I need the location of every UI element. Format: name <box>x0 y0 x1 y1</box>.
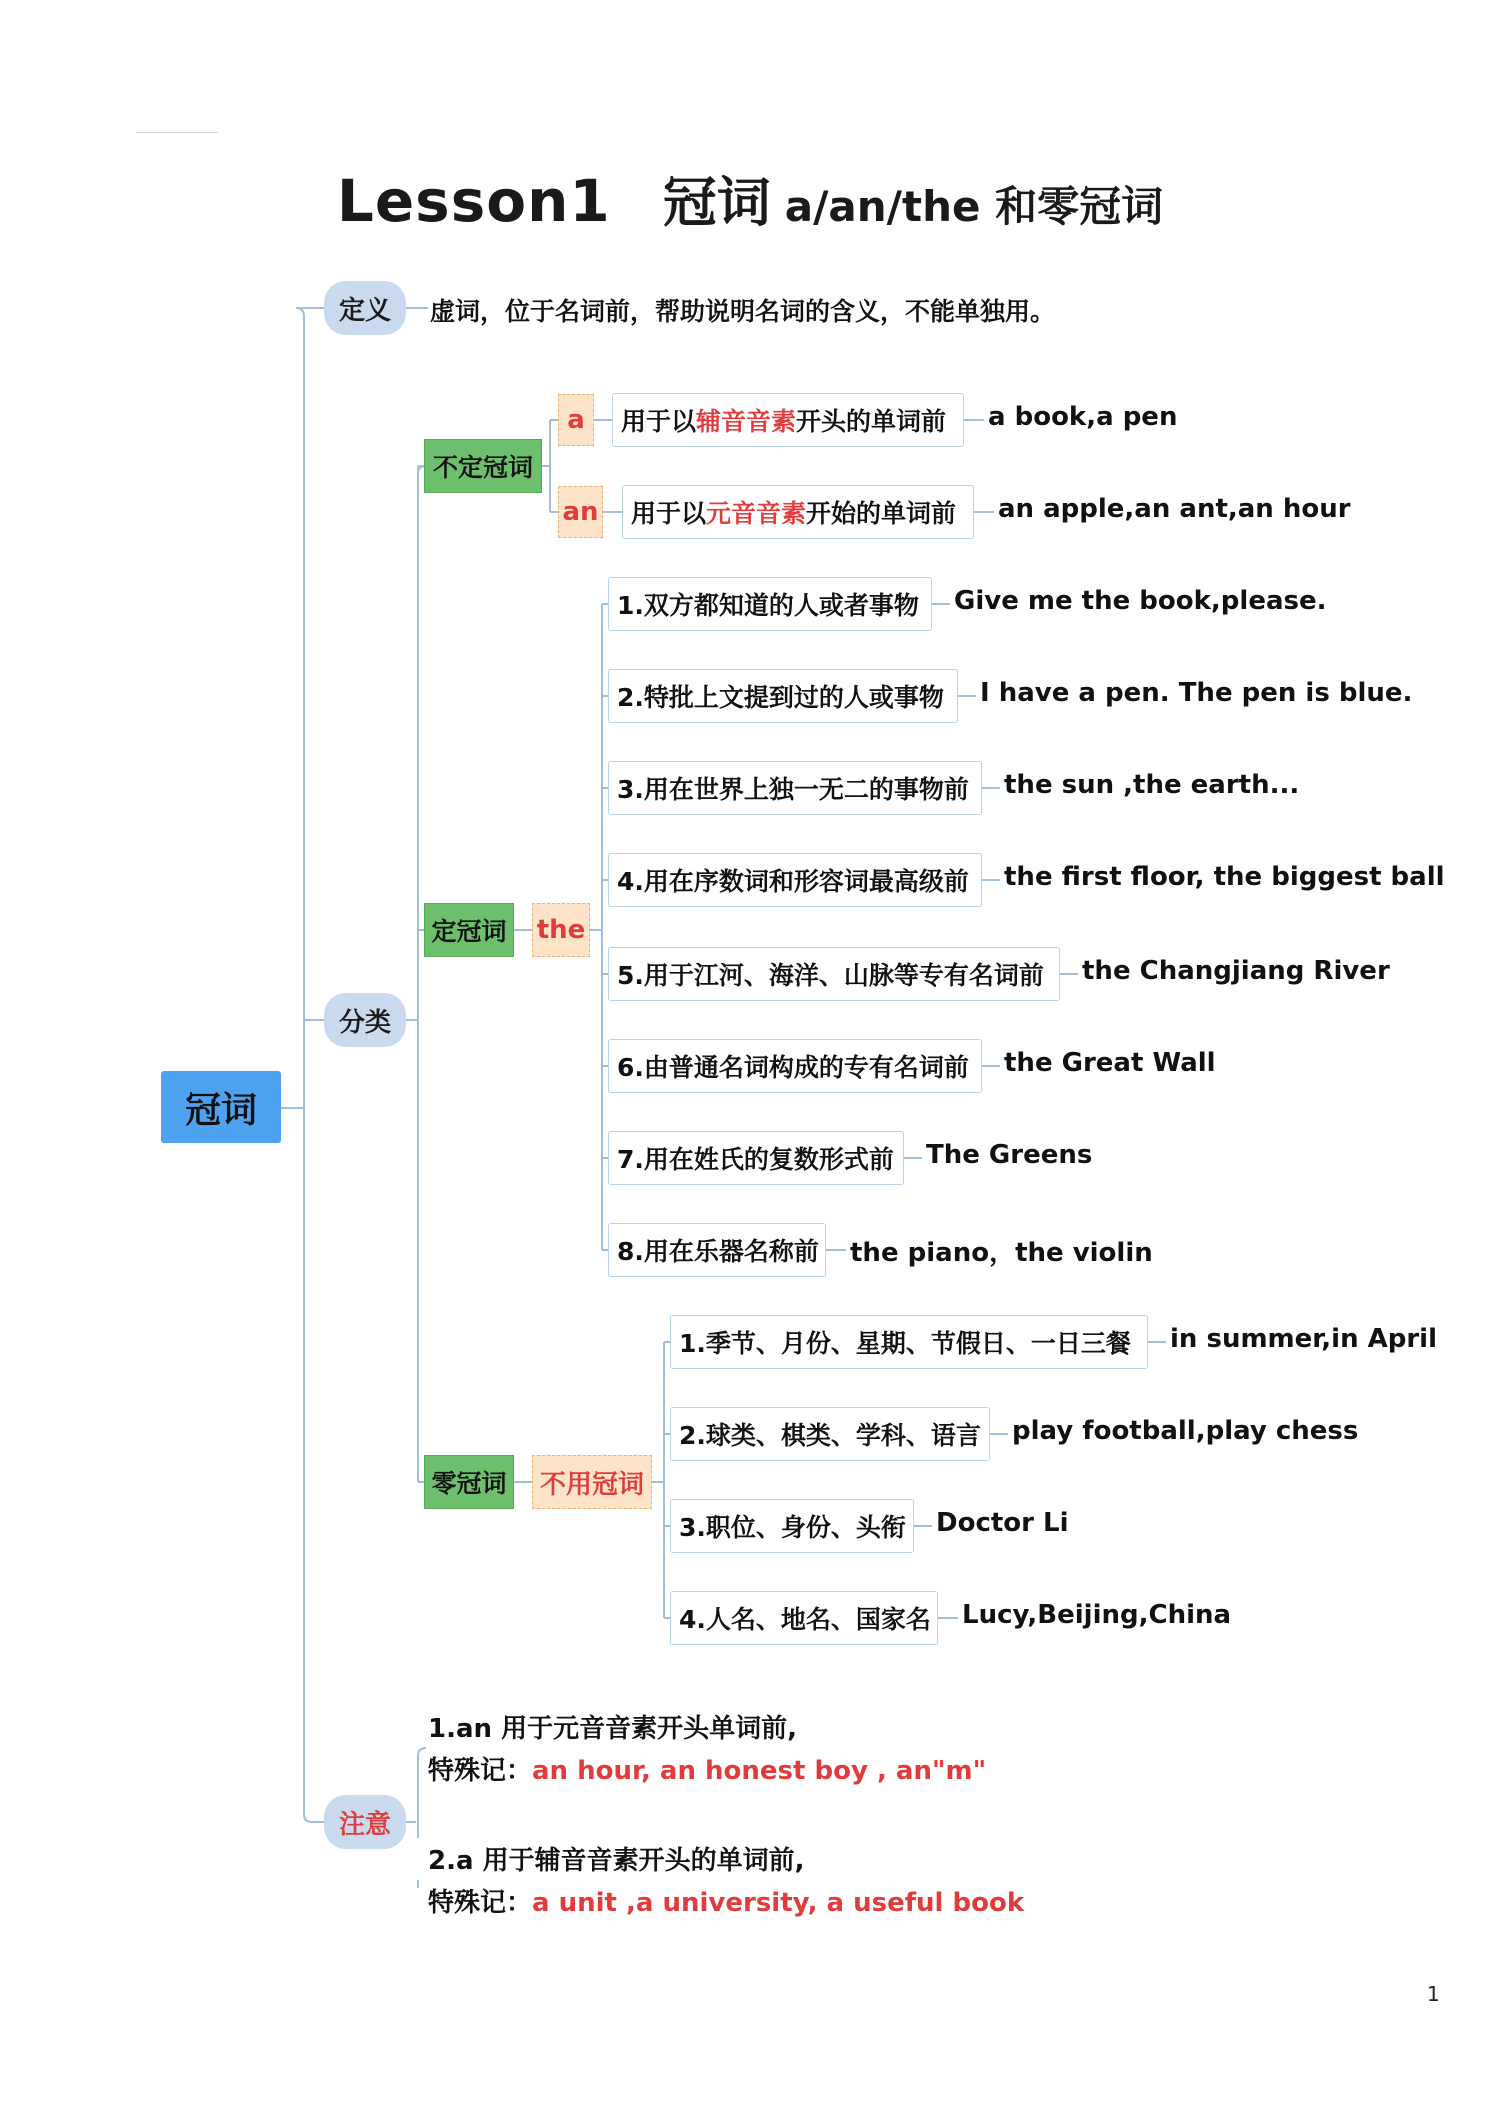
rule-an-post: 开始的单词前 <box>806 499 957 528</box>
zero-example-4: Lucy,Beijing,China <box>962 1600 1232 1630</box>
note-1-prefix: 特殊记： <box>428 1756 533 1786</box>
rule-a-highlight: 辅音音素 <box>696 407 797 436</box>
definite-example-7: The Greens <box>926 1140 1093 1170</box>
tag-no-article: 不用冠词 <box>532 1455 652 1509</box>
definite-example-5: the Changjiang River <box>1082 956 1390 986</box>
zero-article-node: 零冠词 <box>424 1455 514 1509</box>
tag-the: the <box>532 903 590 957</box>
definite-rule-1: 1.双方都知道的人或者事物 <box>608 577 932 631</box>
note-2-examples: a unit ,a university, a useful book <box>532 1888 1025 1918</box>
tag-a: a <box>558 394 594 446</box>
note-1-line-2 <box>428 1750 986 1787</box>
title-sub: a/an/the 和零冠词 <box>784 182 1164 231</box>
zero-rule-1: 1.季节、月份、星期、节假日、一日三餐 <box>670 1315 1148 1369</box>
definite-rule-4: 4.用在序数词和形容词最高级前 <box>608 853 982 907</box>
definite-rule-8: 8.用在乐器名称前 <box>608 1223 826 1277</box>
example-an: an apple,an ant,an hour <box>998 494 1351 524</box>
rule-a-pre: 用于以 <box>621 407 697 436</box>
tag-an: an <box>558 486 603 538</box>
definite-example-4: the first floor, the biggest ball <box>1004 862 1445 892</box>
definite-example-8: the piano，the violin <box>850 1238 1153 1268</box>
note-2-line-1: 2.a 用于辅音音素开头的单词前, <box>428 1846 805 1876</box>
definite-example-6: the Great Wall <box>1004 1048 1216 1078</box>
note-1-line-1: 1.an 用于元音音素开头单词前, <box>428 1714 797 1744</box>
definite-example-1: Give me the book,please. <box>954 586 1327 616</box>
root-node: 冠词 <box>161 1071 281 1143</box>
note-2-prefix: 特殊记： <box>428 1888 533 1918</box>
zero-rule-2: 2.球类、棋类、学科、语言 <box>670 1407 990 1461</box>
example-a: a book,a pen <box>988 402 1178 432</box>
note-2-line-2 <box>428 1882 1024 1919</box>
zero-rule-3: 3.职位、身份、头衔 <box>670 1499 914 1553</box>
definition-text: 虚词，位于名词前，帮助说明名词的含义，不能单独用。 <box>430 297 1056 326</box>
definite-rule-3: 3.用在世界上独一无二的事物前 <box>608 761 982 815</box>
definition-label: 定义 <box>324 281 406 335</box>
zero-example-2: play football,play chess <box>1012 1416 1359 1446</box>
definite-rule-7: 7.用在姓氏的复数形式前 <box>608 1131 904 1185</box>
title-main: 冠词 <box>662 171 771 234</box>
rule-an-highlight: 元音音素 <box>706 499 807 528</box>
attention-label: 注意 <box>324 1795 406 1849</box>
rule-an <box>622 485 974 539</box>
definite-rule-2: 2.特批上文提到过的人或事物 <box>608 669 958 723</box>
zero-rule-4: 4.人名、地名、国家名 <box>670 1591 938 1645</box>
rule-a-post: 开头的单词前 <box>796 407 947 436</box>
definite-rule-5: 5.用于江河、海洋、山脉等专有名词前 <box>608 947 1060 1001</box>
title-lesson: Lesson1 <box>336 167 611 235</box>
definite-example-2: I have a pen. The pen is blue. <box>980 678 1413 708</box>
page-number: 1 <box>1427 1982 1440 2006</box>
zero-example-3: Doctor Li <box>936 1508 1069 1538</box>
classify-label: 分类 <box>324 993 406 1047</box>
definite-example-3: the sun ,the earth... <box>1004 770 1300 800</box>
indefinite-article-node: 不定冠词 <box>424 439 542 493</box>
definite-rule-6: 6.由普通名词构成的专有名词前 <box>608 1039 982 1093</box>
rule-an-pre: 用于以 <box>631 499 707 528</box>
zero-example-1: in summer,in April <box>1170 1324 1438 1354</box>
rule-a <box>612 393 964 447</box>
definite-article-node: 定冠词 <box>424 903 514 957</box>
note-1-examples: an hour, an honest boy , an"m" <box>532 1756 987 1786</box>
